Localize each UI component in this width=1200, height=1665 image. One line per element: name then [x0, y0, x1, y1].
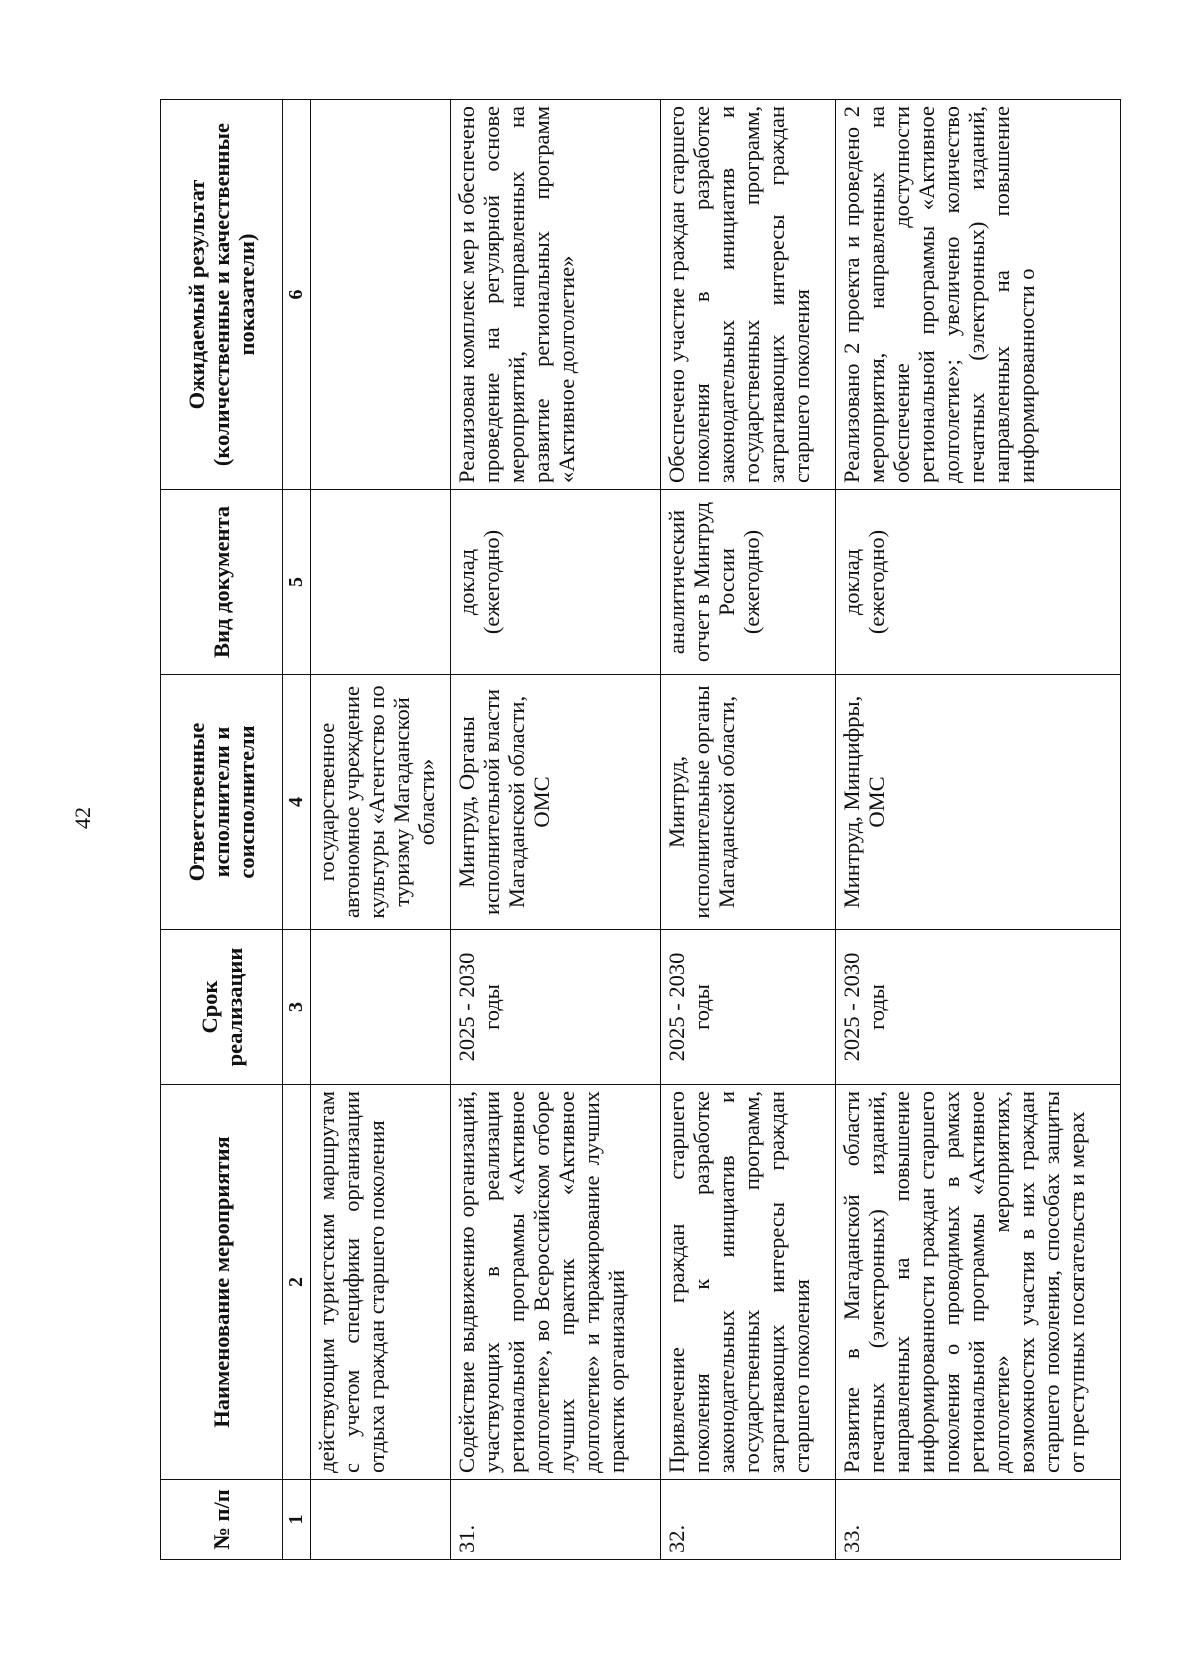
row-responsible: Минтруд, Минцифры, ОМС [836, 675, 1121, 930]
rotated-table-container [160, 100, 1120, 1560]
table-row [311, 100, 451, 1560]
row-name: Содействие выдвижению организаций, участвующих в реализации региональной программы «Активное долголетие», во Всероссийском отборе лучших практик «Активное долголетие» и тиражирование лучших практик организаций [451, 1085, 661, 1480]
row-num: 31. [451, 1480, 661, 1560]
column-number: 4 [283, 675, 311, 930]
row-term [311, 930, 451, 1085]
row-num [311, 1480, 451, 1560]
column-number: 6 [283, 100, 311, 490]
page-number: 42 [70, 807, 95, 829]
row-responsible: Минтруд, Органы исполнительной власти Магаданской области, ОМС [451, 675, 661, 930]
header-result: Ожидаемый результат (количественные и качественные показатели) [161, 100, 283, 490]
row-result: Реализовано 2 проекта и проведено 2 мероприятия, направленных на обеспечение доступности региональной программы «Активное долголетие»; увеличено количество печатных (электронных) изданий, направленных на повышение информированности о [836, 100, 1121, 490]
row-name: Развитие в Магаданской области печатных (электронных) изданий, направленных на повышение информированности граждан старшего поколения о проводимых в рамках региональной программы «Активное долголетие» мероприятиях, возможностях участия в них граждан старшего поколения, способах защиты от преступных посягательств и мерах [836, 1085, 1121, 1480]
table-row [836, 100, 1121, 1560]
table-header-row [161, 100, 283, 1560]
header-term: Срок реализации [161, 930, 283, 1085]
header-name: Наименование мероприятия [161, 1085, 283, 1480]
row-responsible: государственное автономное учреждение культуры «Агентство по туризму Магаданской области» [311, 675, 451, 930]
row-doc: доклад (ежегодно) [451, 490, 661, 675]
row-doc: доклад (ежегодно) [836, 490, 1121, 675]
row-responsible: Минтруд, исполнительные органы Магаданской области, [661, 675, 836, 930]
row-result [311, 100, 451, 490]
row-term: 2025 - 2030 годы [836, 930, 1121, 1085]
action-plan-table [160, 99, 1121, 1560]
header-doc: Вид документа [161, 490, 283, 675]
row-name: действующим туристским маршрутам с учетом специфики организации отдыха граждан старшего поколения [311, 1085, 451, 1480]
row-result: Обеспечено участие граждан старшего поколения в разработке законодательных инициатив и государственных программ, затрагивающих интересы граждан старшего поколения [661, 100, 836, 490]
column-number: 1 [283, 1480, 311, 1560]
row-num: 32. [661, 1480, 836, 1560]
row-term: 2025 - 2030 годы [661, 930, 836, 1085]
table-row [661, 100, 836, 1560]
column-number: 3 [283, 930, 311, 1085]
table-row [451, 100, 661, 1560]
row-name: Привлечение граждан старшего поколения к разработке законодательных инициатив и государственных программ, затрагивающих интересы граждан старшего поколения [661, 1085, 836, 1480]
row-doc [311, 490, 451, 675]
header-num: № п/п [161, 1480, 283, 1560]
column-number: 5 [283, 490, 311, 675]
column-number-row [283, 100, 311, 1560]
row-num: 33. [836, 1480, 1121, 1560]
row-doc: аналитический отчет в Минтруд России (ежегодно) [661, 490, 836, 675]
header-responsible: Ответственные исполнители и соисполнители [161, 675, 283, 930]
column-number: 2 [283, 1085, 311, 1480]
row-result: Реализован комплекс мер и обеспечено проведение на регулярной основе мероприятий, направленных на развитие региональных программ «Активное долголетие» [451, 100, 661, 490]
row-term: 2025 - 2030 годы [451, 930, 661, 1085]
